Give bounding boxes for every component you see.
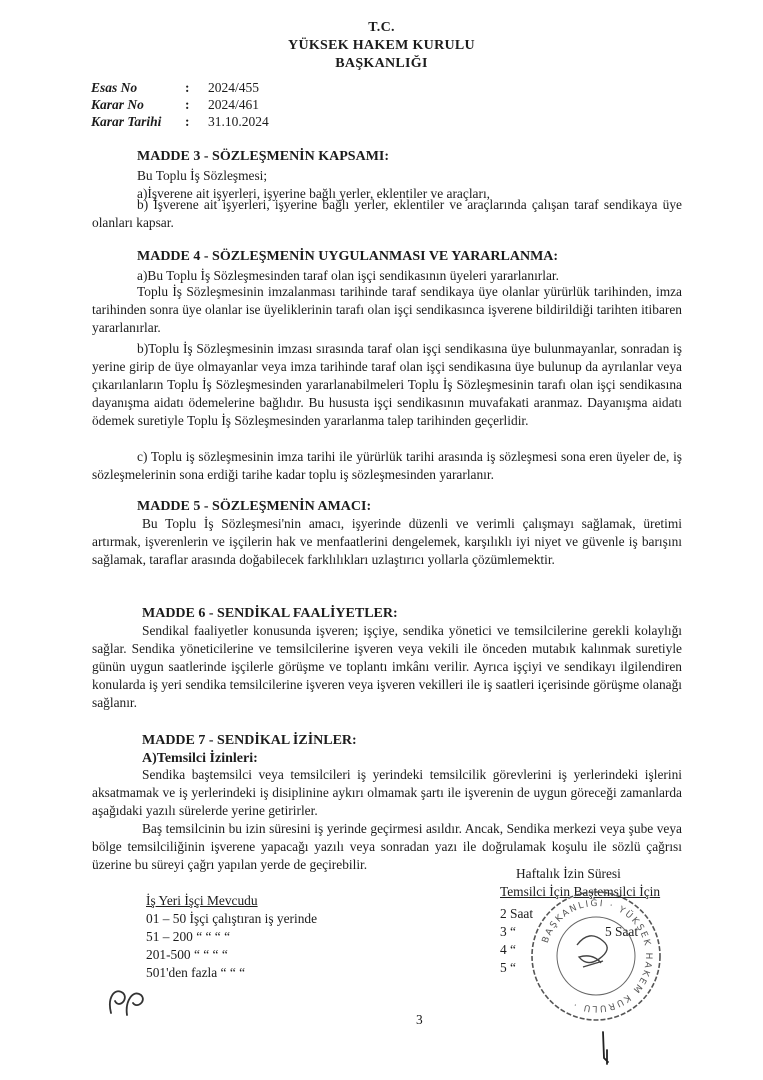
- table-left-header: İş Yeri İşçi Mevcudu: [146, 893, 258, 908]
- table-row: 51 – 200 “ “ “ “: [146, 929, 231, 944]
- header-temsilci: Temsilci İçin: [500, 884, 571, 899]
- svg-text:BAŞKANLIĞI · YÜKSEK HAKEM KURU: BAŞKANLIĞI · YÜKSEK HAKEM KURULU ·: [540, 898, 654, 1014]
- meta-sep: :: [185, 97, 190, 112]
- madde6-title: MADDE 6 - SENDİKAL FAALİYETLER:: [142, 606, 398, 621]
- meta-sep: :: [185, 80, 190, 95]
- header-institution: YÜKSEK HAKEM KURULU: [288, 38, 475, 53]
- meta-key: Karar No: [91, 97, 144, 112]
- handwritten-initials: [105, 983, 151, 1021]
- madde7-p2: Baş temsilcinin bu izin süresini iş yerinde geçirmesi asıldır. Ancak, Sendika merkezi veya şube veya bölge temsilciliğinin işverene yapacağı yazılı veya sonradan yazı ile doğrulamak koşulu ile sözlü çağrısı üzerine bu süreyi çağrı yapılan yerde de geçirebilir.: [92, 821, 682, 872]
- madde7-title: MADDE 7 - SENDİKAL İZİNLER:: [142, 733, 357, 748]
- madde6-p1: Sendikal faaliyetler konusunda işveren; işçiye, sendika yönetici ve temsilcilerine gerekli kolaylığı sağlar. Sendika yöneticilerine ve temsilcilerine işveren veya vekili ile önceden mutabık kalınmak suretiyle günün uygun saatlerinde işçilerle görüşme ve toplantı imkânı verilir. Ayrıca işçiyi ve sendikayı ilgilendiren konularda iş yeri sendika temsilcilerine işveren veya işveren vekilleri ile iş saatleri içerisinde görüşme olanağı sağlanır.: [92, 623, 682, 710]
- header-office: BAŞKANLIĞI: [335, 56, 428, 71]
- meta-value: 31.10.2024: [208, 114, 269, 129]
- madde4-title: MADDE 4 - SÖZLEŞMENİN UYGULANMASI VE YARARLANMA:: [137, 249, 559, 264]
- madde4-p4: c) Toplu iş sözleşmesinin imza tarihi ile yürürlük tarihi arasında iş sözleşmesi sona eren üyeler de, iş sözleşmelerinin sona erdiği tarihe kadar toplu iş sözleşmesinden yararlanır.: [92, 449, 682, 482]
- meta-row-tarih: [91, 114, 391, 132]
- madde7-subtitle: A)Temsilci İzinleri:: [142, 751, 258, 766]
- madde3-intro: Bu Toplu İş Sözleşmesi;: [137, 168, 268, 183]
- table-right-header-1: Haftalık İzin Süresi: [516, 866, 621, 881]
- meta-row-karar: [91, 97, 391, 115]
- madde7-p1: Sendika baştemsilci veya temsilcileri iş yerindeki temsilcilik görevlerini iş yerlerindeki işlerini aksatmamak ve iş yerlerindeki iş disiplinine aykırı olmamak şartı ile işverenin de uygun göreceği zamanlarda aşağıdaki yazılı sürelerde yerine getirirler.: [92, 767, 682, 818]
- temsilci-value: 5 “: [500, 960, 516, 975]
- meta-value: 2024/461: [208, 97, 260, 112]
- meta-sep: :: [185, 114, 190, 129]
- case-meta: [91, 80, 391, 134]
- meta-value: 2024/455: [208, 80, 260, 95]
- meta-key: Esas No: [91, 80, 138, 95]
- official-seal-stamp: [525, 885, 667, 1027]
- madde4-p1: a)Bu Toplu İş Sözleşmesinden taraf olan işçi sendikasının üyeleri yararlanırlar.: [137, 268, 559, 283]
- temsilci-value: 4 “: [500, 942, 516, 957]
- bastemsilci-value: 5 Saat: [605, 924, 639, 939]
- madde3-title: MADDE 3 - SÖZLEŞMENİN KAPSAMI:: [137, 149, 390, 164]
- header-bastemsilci: Baştemsilci İçin: [573, 884, 661, 899]
- madde3-item-a: a)İşverene ait işyerleri, işyerine bağlı yerler, eklentiler ve araçları,: [137, 186, 491, 201]
- meta-row-esas: [91, 80, 391, 98]
- madde3-item-b: b) İşverene ait işyerleri, işyerine bağlı yerler, eklentiler ve araçlarında çalışan taraf sendikaya üye olanları kapsar.: [92, 197, 682, 230]
- meta-key: Karar Tarihi: [91, 114, 162, 129]
- table-row: 01 – 50 İşçi çalıştıran iş yerinde: [146, 911, 318, 926]
- madde5-p1: Bu Toplu İş Sözleşmesi'nin amacı, işyerinde düzenli ve verimli çalışmayı sağlamak, üretimi artırmak, işverenlerin ve işçilerin hak ve menfaatlerini dengelemek, karşılıklı iyi niyet ve güvenle iş barışını sağlamak, taraflar arasında doğabilecek farklılıkları uzlaştırıcı yollarla çözümlemektir.: [92, 516, 682, 567]
- page-number: 3: [416, 1012, 423, 1027]
- madde4-p2: Toplu İş Sözleşmesinin imzalanması tarihinde taraf sendikaya üye olanlar yürürlük tarihinden, imza tarihinden sonra üye olanlar ise üyeliklerinin tarafı olan işçi sendikasınca işverene bildirildiği tarihten itibaren yararlanırlar.: [92, 284, 682, 335]
- madde5-title: MADDE 5 - SÖZLEŞMENİN AMACI:: [137, 499, 372, 514]
- table-row: 501'den fazla “ “ “: [146, 965, 246, 980]
- pen-mark: [598, 1030, 612, 1066]
- madde4-p3: b)Toplu İş Sözleşmesinin imzası sırasında taraf olan işçi sendikasına üye bulunmayanlar, sonradan iş yerine girip de üye olmayanlar veya imza tarihinde taraf olan işçi sendikasına üye bulunup da ayrılanlar veya çıkarılanların Toplu İş Sözleşmesinden yararlanabilmeleri Toplu İş Sözleşmesinin tarafı olan işçi sendikasına dayanışma aidatı ödemelerine bağlıdır. Bu hususta işçi sendikasının muvafakati aranmaz. Dayanışma aidatı ödemek suretiyle Toplu İş Sözleşmesinden yararlanma talep tarihinden geçerlidir.: [92, 341, 682, 428]
- table-row: 201-500 “ “ “ “: [146, 947, 228, 962]
- temsilci-value: 3 “: [500, 924, 516, 939]
- temsilci-value: 2 Saat: [500, 906, 534, 921]
- header-tc: T.C.: [368, 20, 395, 35]
